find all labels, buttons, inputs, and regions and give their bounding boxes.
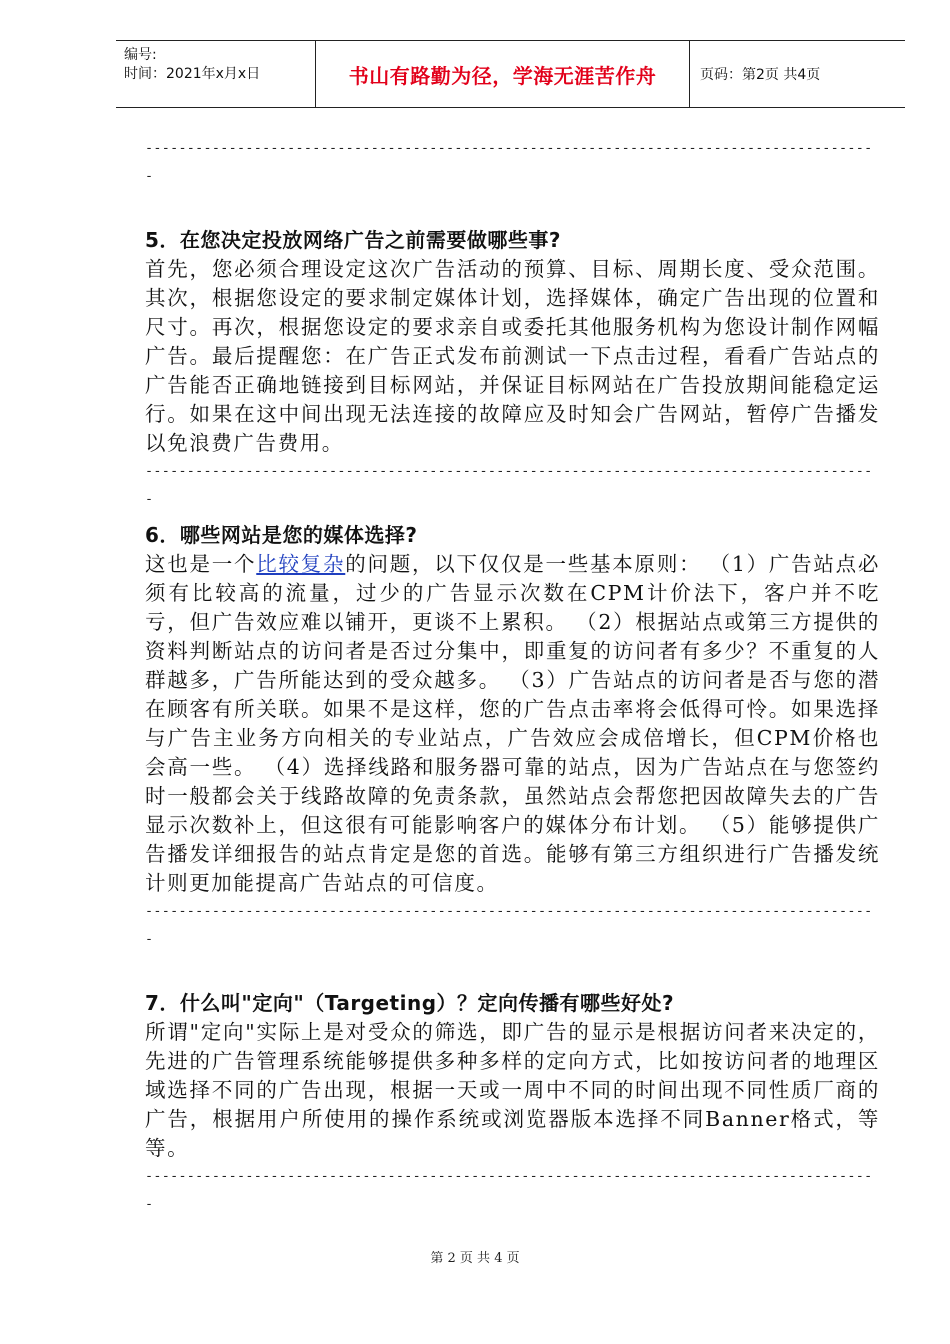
separator-dashes: ---------------------------------------------------------------------------------------- — [145, 904, 873, 947]
document-body — [145, 135, 880, 1219]
page-header — [116, 40, 905, 108]
separator-dashes: ---------------------------------------------------------------------------------------- — [145, 464, 873, 507]
link-bijiao-fuza[interactable]: 比较复杂 — [256, 552, 346, 576]
time-label: 时间：2021年x月x日 — [124, 66, 261, 82]
page-info: 页码：第2页 共4页 — [700, 67, 821, 83]
code-label: 编号: — [124, 47, 157, 63]
question-5-answer: 首先，您必须合理设定这次广告活动的预算、目标、周期长度、受众范围。其次，根据您设定的要求制定媒体计划，选择媒体，确定广告出现的位置和尺寸。再次，根据您设定的要求亲自或委托其他服务机构为您设计制作网幅广告。最后提醒您：在广告正式发布前测试一下点击过程，看看广告站点的广告能否正确地链接到目标网站，并保证目标网站在广告投放期间能稳定运行。如果在这中间出现无法连接的故障应及时知会广告网站，暂停广告播发以免浪费广告费用。 — [145, 257, 880, 455]
answer-text-post: 的问题，以下仅仅是一些基本原则： （1）广告站点必须有比较高的流量，过少的广告显示次数在CPM计价法下，客户并不吃亏，但广告效应难以铺开，更谈不上累积。 （2）根据站点或第三方提供的资料判断站点的访问者是否过分集中，即重复的访问者有多少？不重复的人群越多，广告所能达到的受众越多。 （3）广告站点的访问者是否与您的潜在顾客有所关联。如果不是这样，您的广告点击率将会低得可怜。如果选择与广告主业务方向相关的专业站点，广告效应会成倍增长，但CPM价格也会高一些。 （4）选择线路和服务器可靠的站点，因为广告站点在与您签约时一般都会关于线路故障的免责条款，虽然站点会帮您把因故障失去的广告显示次数补上，但这很有可能影响客户的媒体分布计划。 （5）能够提供广告播发详细报告的站点肯定是您的首选。能够有第三方组织进行广告播发统计则更加能提高广告站点的可信度。 — [145, 552, 880, 895]
question-5-title: 5．在您决定投放网络广告之前需要做哪些事? — [145, 228, 562, 252]
answer-text-pre: 这也是一个 — [145, 552, 257, 576]
header-meta-cell — [116, 41, 316, 107]
separator-dashes: ---------------------------------------------------------------------------------------- — [145, 1169, 873, 1212]
question-7-answer: 所谓"定向"实际上是对受众的筛选，即广告的显示是根据访问者来决定的，先进的广告管理系统能够提供多种多样的定向方式，比如按访问者的地理区域选择不同的广告出现，根据一天或一周中不同的时间出现不同性质厂商的广告，根据用户所使用的操作系统或浏览器版本选择不同Banner格式，等等。 — [145, 1020, 880, 1160]
question-7-title: 7．什么叫"定向"（Targeting）？定向传播有哪些好处? — [145, 991, 675, 1015]
motto: 书山有路勤为径，学海无涯苦作舟 — [316, 41, 690, 107]
question-6-title: 6．哪些网站是您的媒体选择? — [145, 523, 418, 547]
question-6-answer — [145, 550, 880, 898]
separator-dashes: ---------------------------------------------------------------------------------------- — [145, 141, 873, 184]
page-footer: 第 2 页 共 4 页 — [430, 1251, 520, 1266]
